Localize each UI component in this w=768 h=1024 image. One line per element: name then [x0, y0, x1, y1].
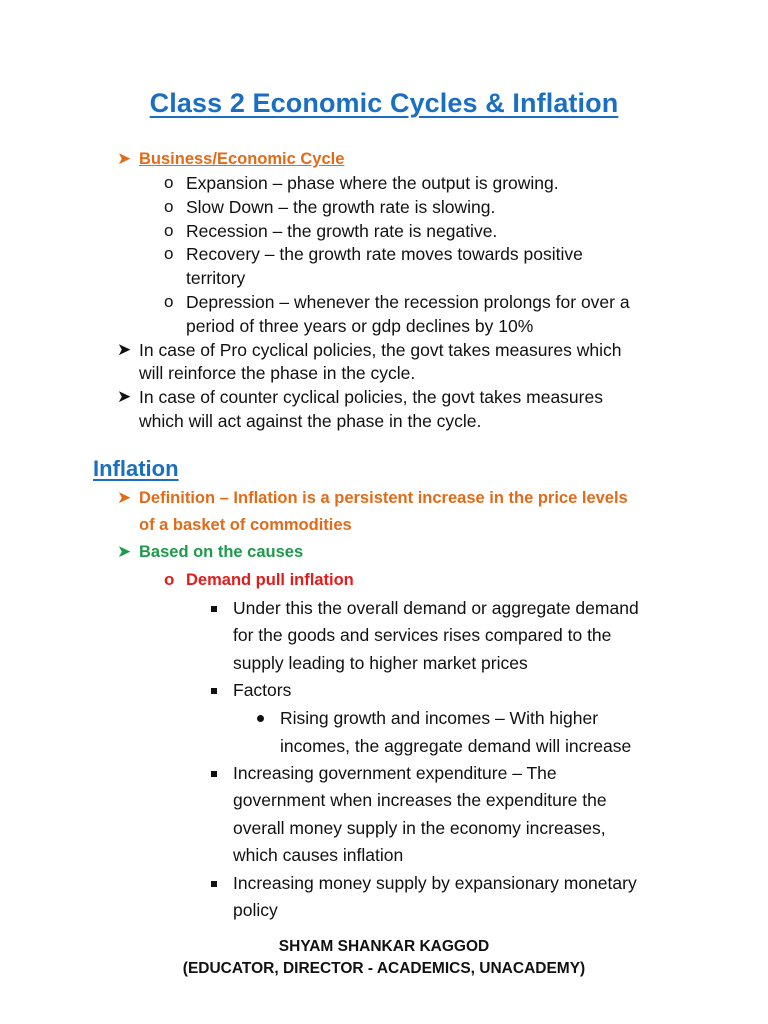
- circle-bullet-icon: o: [164, 197, 174, 216]
- definition-line2: of a basket of commodities: [139, 516, 352, 534]
- square-bullet-icon: [211, 871, 217, 895]
- circle-bullet-icon: o: [164, 221, 174, 240]
- demand-point3-line1: Increasing money supply by expansionary monetary: [233, 873, 637, 893]
- phase-recovery-line1: Recovery – the growth rate moves towards positive: [186, 244, 583, 264]
- counter-cyclical-line1: In case of counter cyclical policies, the govt takes measures: [139, 387, 603, 407]
- footer-author-name: SHYAM SHANKAR KAGGOD: [278, 938, 490, 955]
- circle-bullet-icon: o: [164, 570, 175, 589]
- demand-point2-line2: government when increases the expenditure the: [233, 790, 607, 810]
- phase-recovery-line2: territory: [186, 268, 246, 288]
- phase-recession: Recession – the growth rate is negative.: [186, 221, 498, 241]
- demand-point2-line3: overall money supply in the economy increases,: [233, 818, 606, 838]
- circle-bullet-icon: o: [164, 173, 174, 192]
- business-cycle-heading: Business/Economic Cycle: [139, 150, 345, 168]
- demand-point3-line2: policy: [233, 900, 278, 920]
- page-title: Class 2 Economic Cycles & Inflation: [149, 88, 619, 118]
- pro-cyclical-line1: In case of Pro cyclical policies, the govt takes measures which: [139, 340, 622, 360]
- phase-depression-line1: Depression – whenever the recession prolongs for over a: [186, 292, 630, 312]
- demand-point2-line1: Increasing government expenditure – The: [233, 763, 557, 783]
- square-bullet-icon: [211, 678, 217, 702]
- demand-point2-line4: which causes inflation: [233, 845, 404, 865]
- arrow-bullet-icon: ➤: [117, 340, 132, 359]
- arrow-bullet-icon: ➤: [117, 542, 132, 561]
- circle-bullet-icon: o: [164, 244, 174, 263]
- pro-cyclical-line2: will reinforce the phase in the cycle.: [139, 363, 416, 383]
- footer-author-role: (EDUCATOR, DIRECTOR - ACADEMICS, UNACADEMY): [182, 960, 586, 977]
- arrow-bullet-icon: ➤: [117, 488, 132, 507]
- square-bullet-icon: [211, 596, 217, 620]
- demand-point1-line2: for the goods and services rises compared to the: [233, 625, 612, 645]
- causes-heading: Based on the causes: [139, 543, 304, 561]
- inflation-heading: Inflation: [93, 456, 179, 481]
- factor1-line2: incomes, the aggregate demand will increase: [280, 736, 632, 756]
- factor1-line1: Rising growth and incomes – With higher: [280, 708, 599, 728]
- circle-bullet-icon: o: [164, 292, 174, 311]
- demand-point1-line3: supply leading to higher market prices: [233, 653, 528, 673]
- definition-line1: Definition – Inflation is a persistent increase in the price levels: [139, 489, 628, 507]
- phase-slow-down: Slow Down – the growth rate is slowing.: [186, 197, 496, 217]
- factors-label: Factors: [233, 680, 292, 700]
- counter-cyclical-line2: which will act against the phase in the cycle.: [139, 411, 482, 431]
- square-bullet-icon: [211, 761, 217, 785]
- arrow-bullet-icon: ➤: [117, 387, 132, 406]
- phase-depression-line2: period of three years or gdp declines by 10%: [186, 316, 534, 336]
- demand-pull-heading: Demand pull inflation: [186, 571, 354, 589]
- arrow-bullet-icon: ➤: [117, 149, 132, 168]
- round-bullet-icon: [257, 706, 264, 730]
- demand-point1-line1: Under this the overall demand or aggregate demand: [233, 598, 639, 618]
- phase-expansion: Expansion – phase where the output is growing.: [186, 173, 559, 193]
